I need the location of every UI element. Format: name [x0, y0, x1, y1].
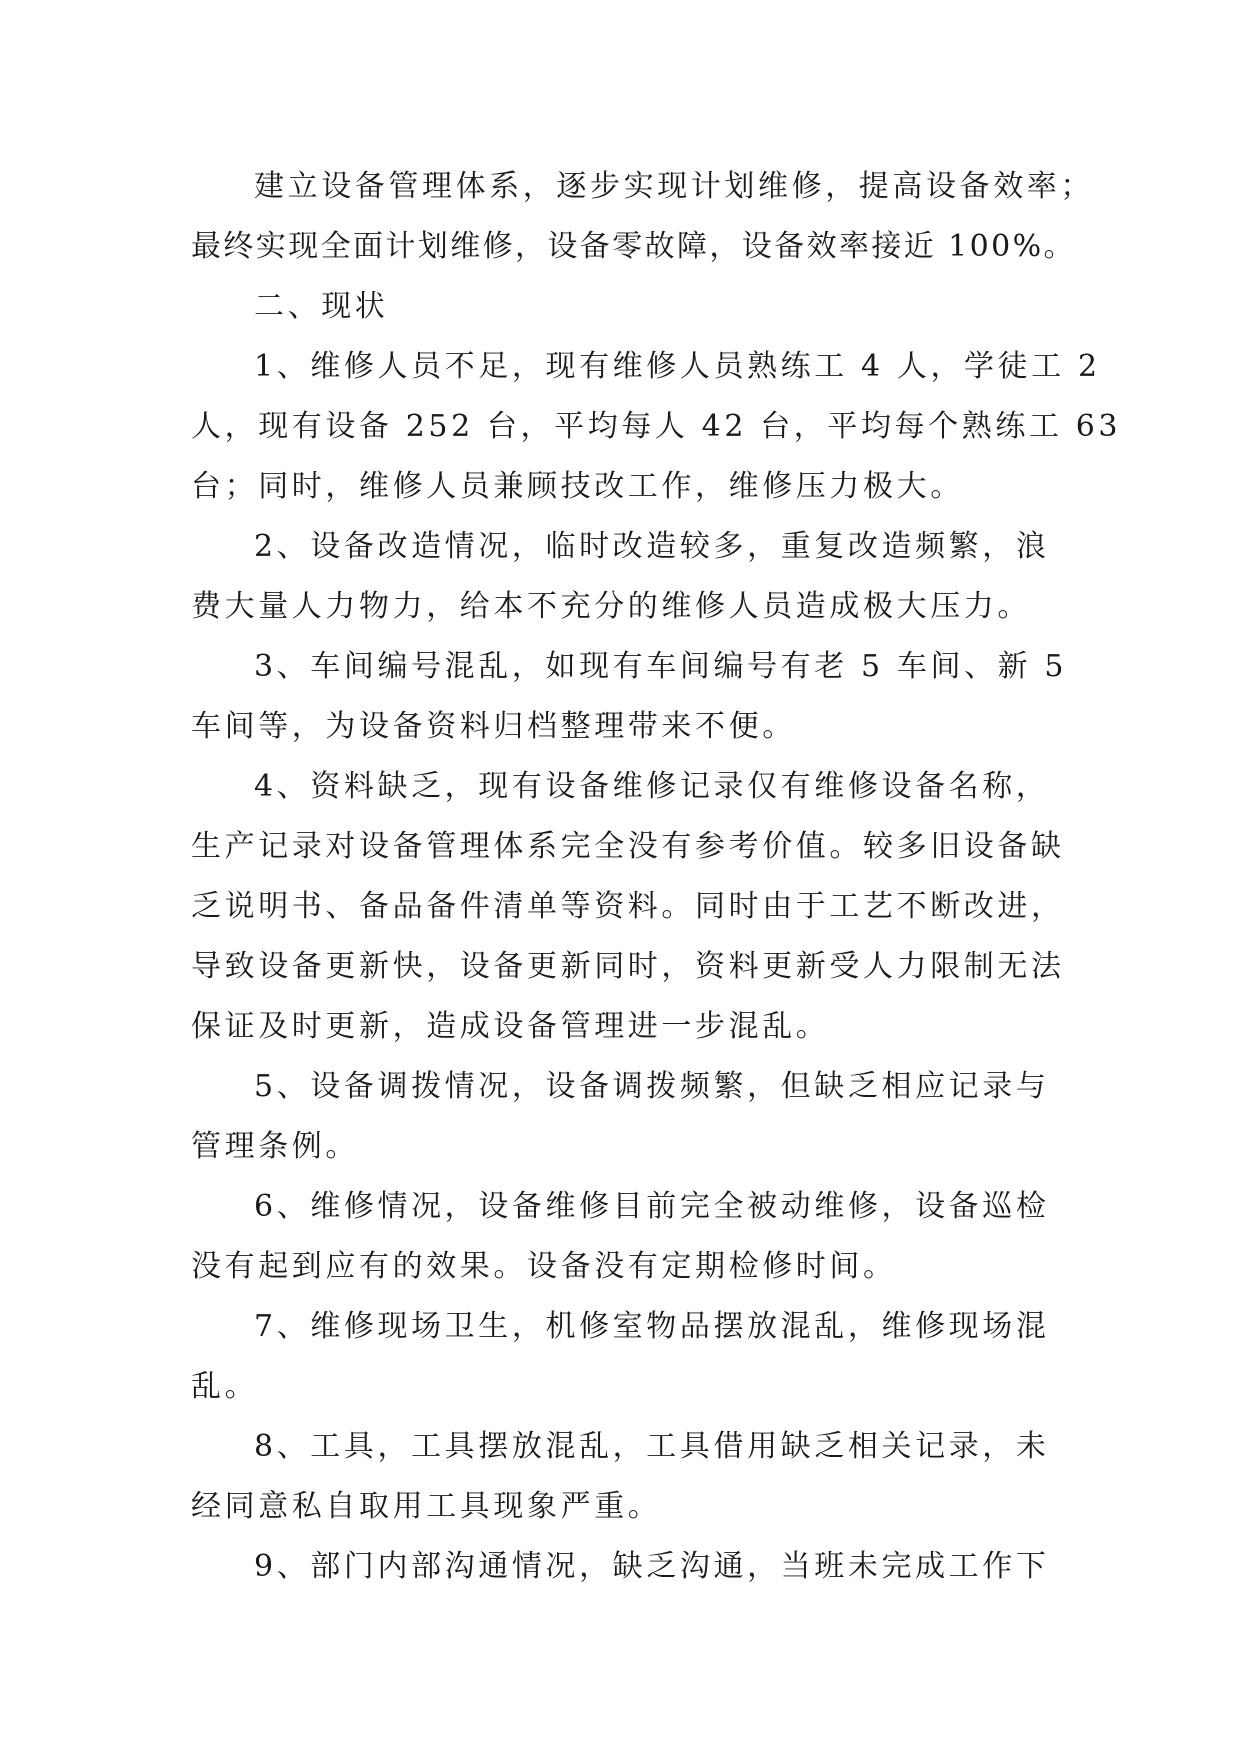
paragraph-line: 导致设备更新快，设备更新同时，资料更新受人力限制无法: [191, 949, 1065, 984]
paragraph-line: 5、设备调拨情况，设备调拨频繁，但缺乏相应记录与: [254, 1069, 1050, 1104]
paragraph-line: 车间等，为设备资料归档整理带来不便。: [191, 709, 796, 744]
paragraph-line: 3、车间编号混乱，如现有车间编号有老 5 车间、新 5: [254, 649, 1068, 684]
paragraph-line: 8、工具，工具摆放混乱，工具借用缺乏相关记录，未: [254, 1429, 1050, 1464]
paragraph-line: 最终实现全面计划维修，设备零故障，设备效率接近 100%。: [191, 229, 1076, 264]
paragraph-line: 保证及时更新，造成设备管理进一步混乱。: [191, 1009, 830, 1044]
document-body: [191, 157, 1122, 1597]
paragraph-line: 6、维修情况，设备维修目前完全被动维修，设备巡检: [254, 1189, 1050, 1224]
paragraph-line: 9、部门内部沟通情况，缺乏沟通，当班未完成工作下: [254, 1549, 1050, 1584]
paragraph-line: 生产记录对设备管理体系完全没有参考价值。较多旧设备缺: [191, 829, 1065, 864]
paragraph-line: 乏说明书、备品备件清单等资料。同时由于工艺不断改进，: [191, 889, 1065, 924]
paragraph-line: 7、维修现场卫生，机修室物品摆放混乱，维修现场混: [254, 1309, 1050, 1344]
paragraph-line: 经同意私自取用工具现象严重。: [191, 1489, 662, 1524]
paragraph-line: 台；同时，维修人员兼顾技改工作，维修压力极大。: [191, 469, 964, 504]
paragraph-line: 建立设备管理体系，逐步实现计划维修，提高设备效率；: [254, 169, 1094, 204]
paragraph-line: 1、维修人员不足，现有维修人员熟练工 4 人，学徒工 2: [254, 349, 1101, 384]
paragraph-line: 管理条例。: [191, 1129, 359, 1164]
paragraph-line: 没有起到应有的效果。设备没有定期检修时间。: [191, 1249, 897, 1284]
paragraph-line: 费大量人力物力，给本不充分的维修人员造成极大压力。: [191, 589, 1031, 624]
paragraph-line: 人，现有设备 252 台，平均每人 42 台，平均每个熟练工 63: [191, 409, 1122, 444]
paragraph-line: 2、设备改造情况，临时改造较多，重复改造频繁，浪: [254, 529, 1050, 564]
section-heading: 二、现状: [254, 289, 389, 324]
paragraph-line: 乱。: [191, 1369, 259, 1404]
paragraph-line: 4、资料缺乏，现有设备维修记录仅有维修设备名称，: [254, 769, 1050, 804]
